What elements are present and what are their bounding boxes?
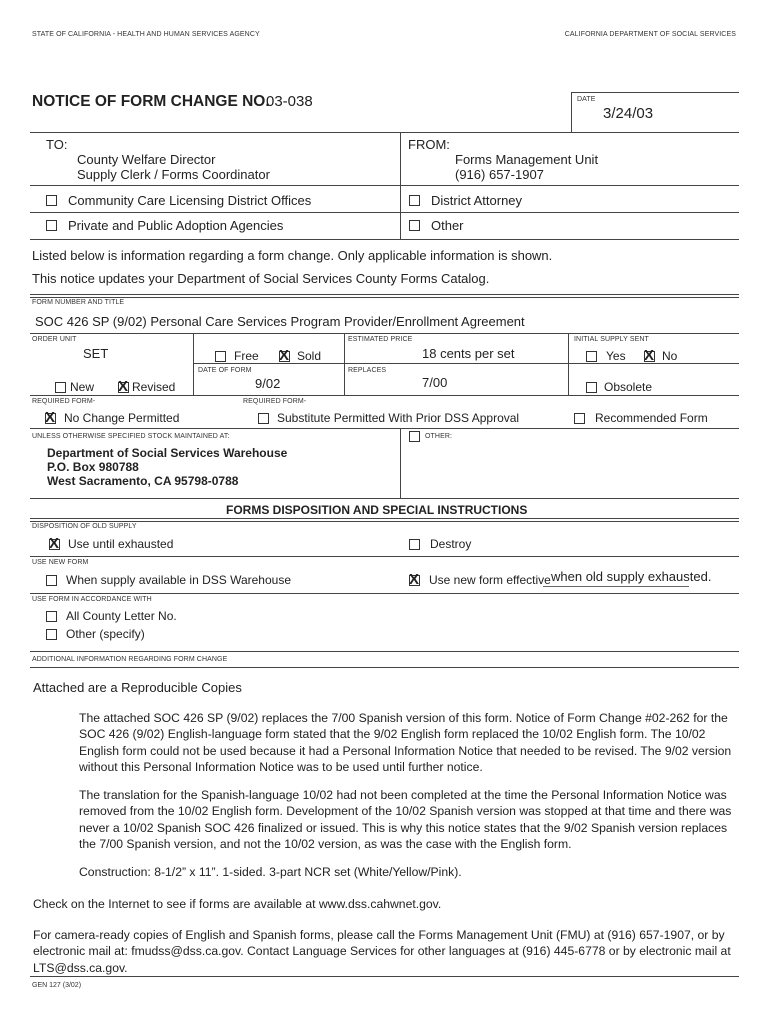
use-new-label: USE NEW FORM (32, 559, 89, 566)
paragraph-1: The attached SOC 426 SP (9/02) replaces the 7/00 Spanish version of this form. Notice of Form Change #02-262 for the SOC 426 (9/02) English-language form stated that the 9/02 English form replaced the 10/02 English form. The 10/02 English form could not be used because it had a Personal Information Notice that needed to be revised. The 9/02 version without this Personal Information Notice was to be used until further notice. (79, 711, 732, 775)
from-line2: (916) 657-1907 (455, 167, 544, 182)
internet-line: Check on the Internet to see if forms are available at www.dss.cahwnet.gov. (33, 897, 442, 911)
opt-adoption-agencies: Private and Public Adoption Agencies (68, 218, 284, 233)
use-new-effective-label: Use new form effective (429, 573, 551, 587)
attached-line: Attached are a Reproducible Copies (33, 680, 242, 695)
required-form-label-2: REQUIRED FORM- (243, 398, 307, 405)
no-change-label: No Change Permitted (64, 411, 180, 425)
checkbox-district-attorney[interactable] (409, 195, 420, 206)
no-label: No (662, 349, 678, 363)
checkbox-use-new-effective[interactable] (409, 575, 420, 586)
paragraph-2: The translation for the Spanish-language 10/02 had not been completed at the time the Personal Information Notice was removed from the 10/02 English form. Development of the 10/02 Spanish version was stopped at that time and there was never a 10/02 Spanish SOC 426 finalized or issued. This is why this notice states that the 9/02 Spanish version replaces the 7/00 Spanish version, and not the 10/02 version, as was the case with the English form. (79, 788, 732, 852)
checkbox-substitute[interactable] (258, 413, 269, 424)
stock-other-label: OTHER: (425, 433, 453, 440)
opt-district-attorney: District Attorney (431, 193, 523, 208)
yes-label: Yes (606, 349, 626, 363)
new-label: New (70, 380, 95, 394)
checkbox-stock-other[interactable] (409, 431, 420, 442)
recommended-label: Recommended Form (595, 411, 708, 425)
contact-paragraph: For camera-ready copies of English and Spanish forms, please call the Forms Management Unit (FMU) at (916) 657-1907, or by electronic mail at: fmudss@dss.ca.gov. Contact Language Services for other languages at (916) 445-6778 or by electronic mail at LTS@dss.ca.gov. (33, 928, 731, 975)
use-until-label: Use until exhausted (68, 537, 174, 551)
initial-supply-label: INITIAL SUPPLY SENT (574, 336, 649, 343)
opt-other: Other (431, 218, 464, 233)
checkbox-free[interactable] (215, 351, 226, 362)
form-number-title: SOC 426 SP (9/02) Personal Care Services Program Provider/Enrollment Agreement (35, 314, 525, 329)
intro-line1: Listed below is information regarding a form change. Only applicable information is shown. (32, 248, 553, 263)
from-label: FROM: (408, 137, 450, 152)
when-supply-label: When supply available in DSS Warehouse (66, 573, 292, 587)
stock-line2: P.O. Box 980788 (47, 460, 139, 474)
date-of-form-label: DATE OF FORM (198, 367, 252, 374)
destroy-label: Destroy (430, 537, 472, 551)
additional-label: ADDITIONAL INFORMATION REGARDING FORM CHANGE (32, 656, 228, 663)
stock-line3: West Sacramento, CA 95798-0788 (47, 474, 239, 488)
to-line1: County Welfare Director (77, 152, 216, 167)
checkbox-when-supply[interactable] (46, 575, 57, 586)
to-label: TO: (46, 137, 68, 152)
form-id: GEN 127 (3/02) (32, 982, 82, 989)
checkbox-no-change[interactable] (45, 413, 56, 424)
paragraph-3: Construction: 8-1/2” x 11”. 1-sided. 3-part NCR set (White/Yellow/Pink). (79, 865, 462, 879)
old-supply-label: DISPOSITION OF OLD SUPPLY (32, 523, 137, 530)
intro-line2: This notice updates your Department of Social Services County Forms Catalog. (32, 271, 490, 286)
order-unit-label: ORDER UNIT (32, 336, 77, 343)
checkbox-adoption-agencies[interactable] (46, 220, 57, 231)
form-number-title-label: FORM NUMBER AND TITLE (32, 299, 125, 306)
agency-left: STATE OF CALIFORNIA - HEALTH AND HUMAN SERVICES AGENCY (32, 31, 260, 38)
estimated-price-label: ESTIMATED PRICE (348, 336, 413, 343)
checkbox-all-county[interactable] (46, 611, 57, 622)
notice-date: 3/24/03 (603, 105, 654, 122)
date-of-form: 9/02 (255, 376, 281, 391)
estimated-price: 18 cents per set (422, 346, 515, 361)
replaces-label: REPLACES (348, 367, 387, 374)
sold-label: Sold (297, 349, 322, 363)
checkbox-other-specify[interactable] (46, 629, 57, 640)
notice-title: NOTICE OF FORM CHANGE NO. (32, 93, 270, 110)
from-line1: Forms Management Unit (455, 152, 599, 167)
checkbox-recommended[interactable] (574, 413, 585, 424)
disposition-heading: FORMS DISPOSITION AND SPECIAL INSTRUCTIONS (226, 503, 528, 517)
checkbox-obsolete[interactable] (586, 382, 597, 393)
checkbox-other[interactable] (409, 220, 420, 231)
notice-number: 03-038 (266, 93, 313, 110)
checkbox-use-until[interactable] (49, 539, 60, 550)
required-form-label-1: REQUIRED FORM- (32, 398, 96, 405)
checkbox-revised[interactable] (118, 382, 129, 393)
order-unit: SET (83, 346, 109, 361)
obsolete-label: Obsolete (604, 380, 653, 394)
checkbox-no[interactable] (644, 351, 655, 362)
stock-line1: Department of Social Services Warehouse (47, 446, 288, 460)
revised-label: Revised (132, 380, 176, 394)
opt-community-care: Community Care Licensing District Offices (68, 193, 312, 208)
all-county-label: All County Letter No. (66, 609, 177, 623)
effective-value: when old supply exhausted. (551, 569, 712, 584)
date-label: DATE (577, 96, 596, 103)
agency-right: CALIFORNIA DEPARTMENT OF SOCIAL SERVICES (564, 31, 736, 38)
checkbox-community-care[interactable] (46, 195, 57, 206)
replaces: 7/00 (422, 375, 448, 390)
other-specify-label: Other (specify) (66, 627, 145, 641)
checkbox-yes[interactable] (586, 351, 597, 362)
free-label: Free (234, 349, 259, 363)
substitute-label: Substitute Permitted With Prior DSS Approval (277, 411, 520, 425)
stock-label: UNLESS OTHERWISE SPECIFIED STOCK MAINTAINED AT: (32, 433, 230, 440)
to-line2: Supply Clerk / Forms Coordinator (77, 167, 270, 182)
checkbox-destroy[interactable] (409, 539, 420, 550)
accordance-label: USE FORM IN ACCORDANCE WITH (32, 596, 152, 603)
checkbox-sold[interactable] (279, 351, 290, 362)
checkbox-new[interactable] (55, 382, 66, 393)
